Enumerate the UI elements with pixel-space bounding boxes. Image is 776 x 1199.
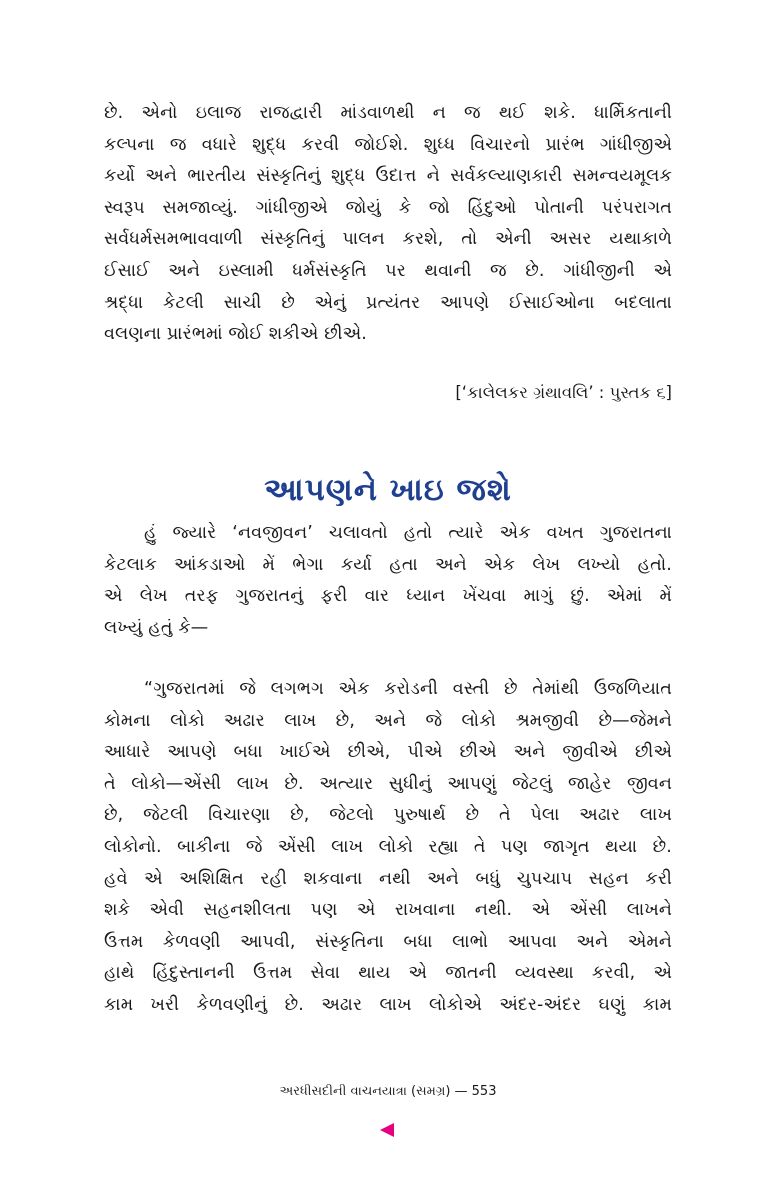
paragraph-line: “ગુજરાતમાં જે લગભગ એક કરોડની વસ્તી છે તેમાંથી ઉજળિયાત <box>144 679 672 699</box>
intro-line: શ્રદ્ધા કેટલી સાચી છે એનું પ્રત્યંતર આપણે ઈસાઈઓના બદલાતા <box>104 292 672 313</box>
page-footer: અરધીસદીની વાચનયાત્રા (સમગ્ર) — 553 <box>279 1084 497 1099</box>
paragraph-line: કામ ખરી કેળવણીનું છે. અઢાર લાખ લોકોએ અંદર-અંદર ઘણું કામ <box>104 994 672 1015</box>
paragraph-line: કેટલાક આંકડાઓ મેં ભેગા કર્યા હતા અને એક લેખ લખ્યો હતો. <box>104 554 672 575</box>
paragraph-line: આધારે આપણે બધા ખાઈએ છીએ, પીએ છીએ અને જીવીએ છીએ <box>104 742 672 763</box>
paragraph-line: લખ્યું હતું કે— <box>104 617 209 638</box>
first-paragraph <box>104 518 672 644</box>
paragraph-line: હવે એ અશિક્ષિત રહી શકવાના નથી અને બધું ચુપચાપ સહન કરી <box>104 868 672 889</box>
source-citation: [‘કાલેલકર ગ્રંથાવલિ’ : પુસ્તક ૬] <box>455 383 672 402</box>
intro-line: સ્વરૂપ સમજાવ્યું. ગાંધીજીએ જોયું કે જો હિંદુઓ પોતાની પરંપરાગત <box>104 197 672 218</box>
paragraph-line: શકે એવી સહનશીલતા પણ એ રાખવાના નથી. એ એંસી લાખને <box>104 900 672 921</box>
intro-line: કર્યો અને ભારતીય સંસ્કૃતિનું શુદ્ધ ઉદાત્ત ને સર્વકલ્યાણકારી સમન્વયમૂલક <box>104 166 672 187</box>
intro-paragraph <box>104 98 672 351</box>
left-triangle-icon[interactable] <box>380 1123 394 1137</box>
intro-line: સર્વધર્મસમભાવવાળી સંસ્કૃતિનું પાલન કરશે, તો એની અસર યથાકાળે <box>104 229 672 250</box>
paragraph-line: હું જ્યારે ‘નવજીવન’ ચલાવતો હતો ત્યારે એક વખત ગુજરાતના <box>144 523 672 543</box>
paragraph-line: લોકોનો. બાકીના જે એંસી લાખ લોકો રહ્યા તે પણ જાગૃત થયા છે. <box>104 836 672 857</box>
quoted-paragraph <box>104 674 672 1022</box>
paragraph-line: કોમના લોકો અઢાર લાખ છે, અને જે લોકો શ્રમજીવી છે—જેમને <box>104 710 672 731</box>
intro-line: વલણના પ્રારંભમાં જોઈ શકીએ છીએ. <box>104 324 367 345</box>
intro-line: છે. એનો ઇલાજ રાજદ્વારી માંડવાળથી ન જ થઈ શકે. ધાર્મિકતાની <box>104 103 672 123</box>
paragraph-line: ઉત્તમ કેળવણી આપવી, સંસ્કૃતિના બધા લાભો આપવા અને એમને <box>104 931 672 952</box>
article-heading: આપણને ખાઇ જશે <box>264 472 512 508</box>
paragraph-line: તે લોકો—એંસી લાખ છે. અત્યાર સુધીનું આપણું જેટલું જાહેર જીવન <box>104 773 672 794</box>
intro-line: કલ્પના જ વધારે શુદ્ધ કરવી જોઈશે. શુધ્ધ વિચારનો પ્રારંભ ગાંધીજીએ <box>104 134 672 155</box>
paragraph-line: છે, જેટલી વિચારણા છે, જેટલો પુરુષાર્થ છે તે પેલા અઢાર લાખ <box>104 805 672 826</box>
intro-line: ઈસાઈ અને ઇસ્લામી ધર્મસંસ્કૃતિ પર થવાની જ છે. ગાંધીજીની એ <box>104 260 672 281</box>
paragraph-line: એ લેખ તરફ ગુજરાતનું ફરી વાર ધ્યાન ખેંચવા માગું છું. એમાં મેં <box>104 586 672 607</box>
paragraph-line: હાથે હિંદુસ્તાનની ઉત્તમ સેવા થાય એ જાતની વ્યવસ્થા કરવી, એ <box>104 963 672 984</box>
